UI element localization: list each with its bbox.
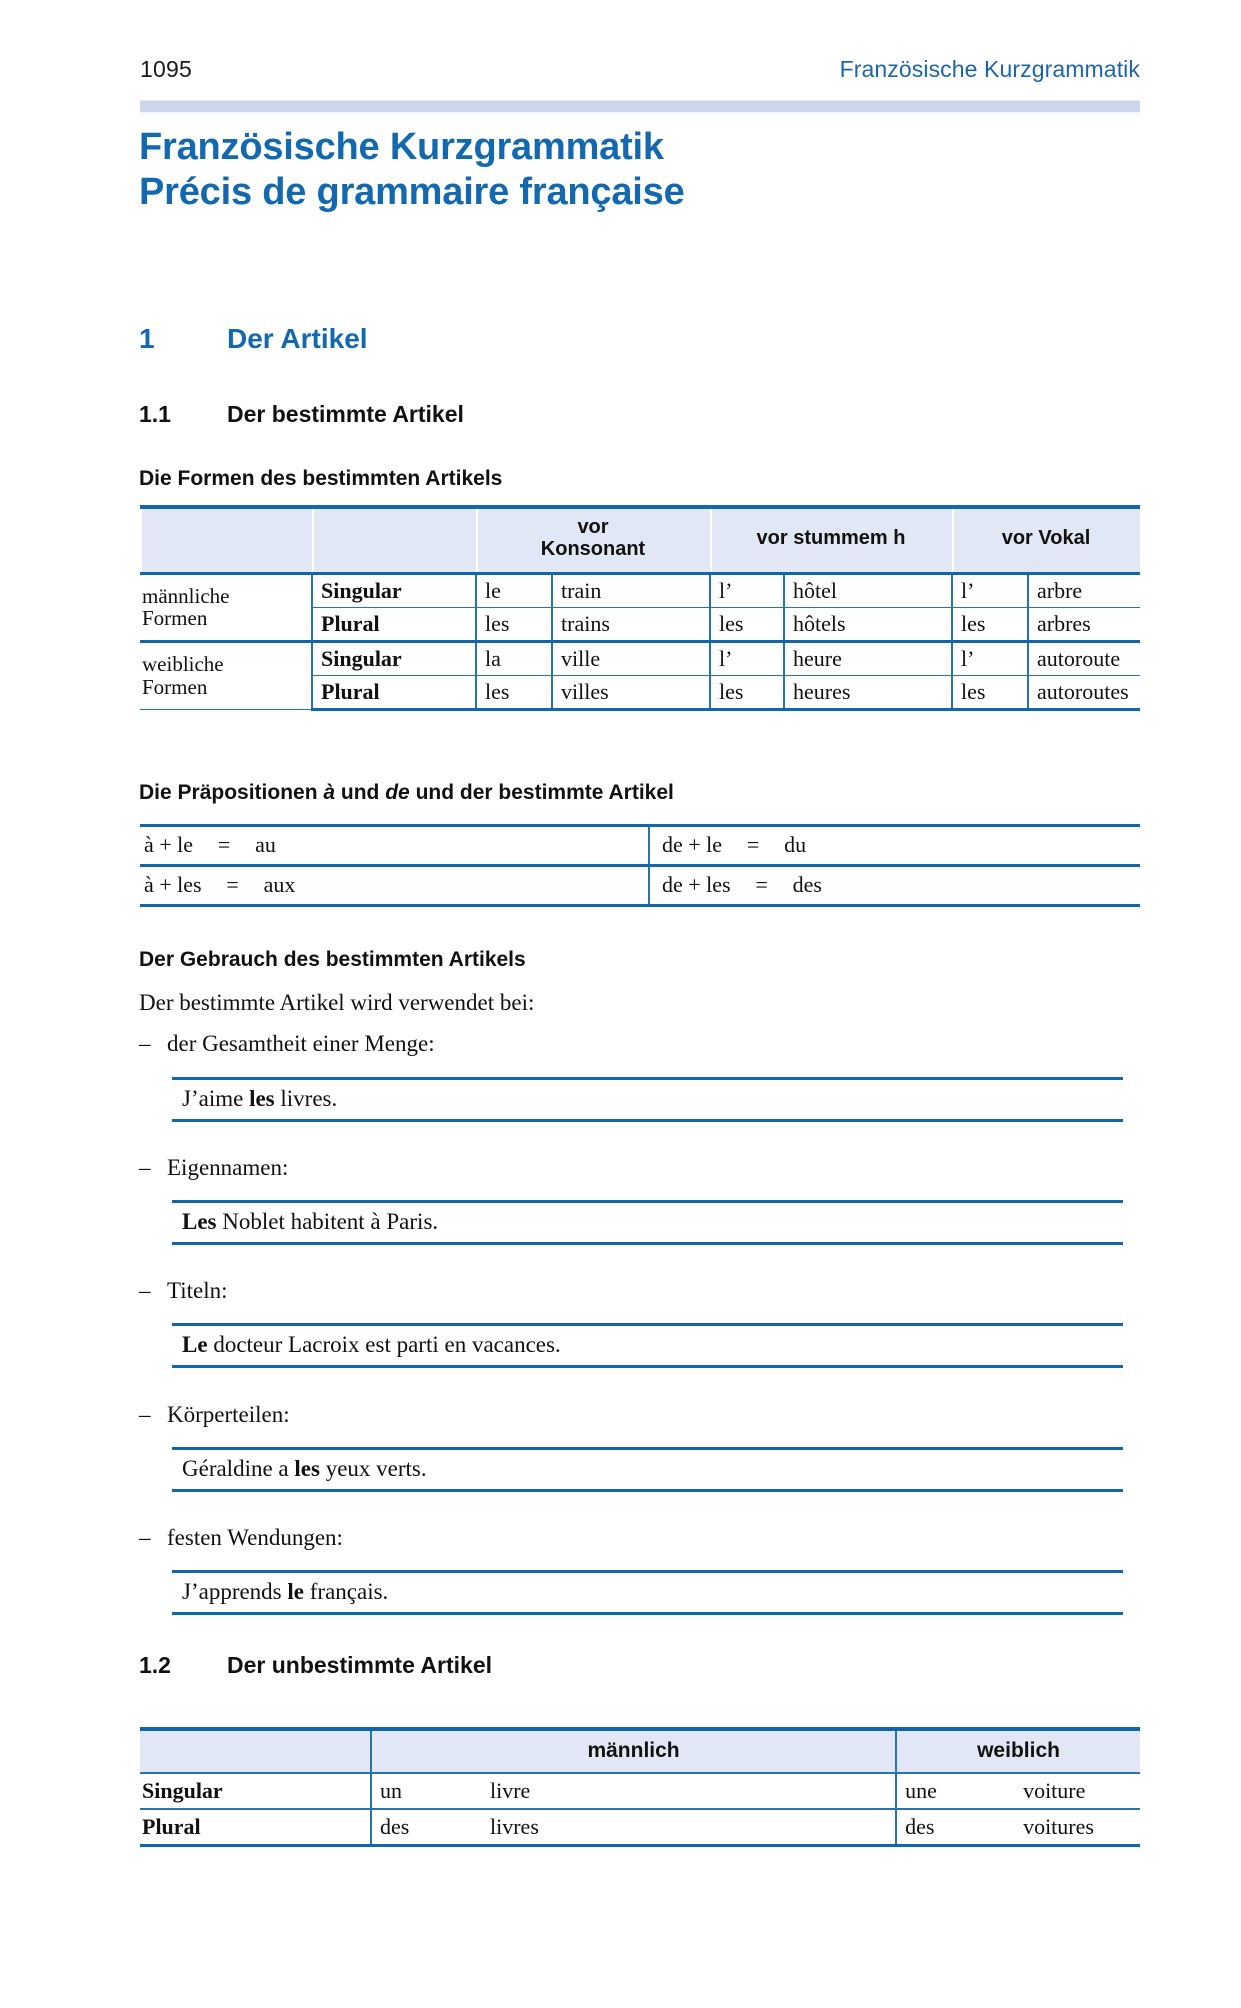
- page-number: 1095: [140, 56, 192, 82]
- cell-article-h: les: [710, 607, 784, 641]
- prep-left-result: aux: [263, 872, 296, 897]
- example-bold-3: Le: [182, 1332, 208, 1357]
- heading-prepositions: [139, 781, 674, 805]
- cell-preposition-a-les: [140, 866, 649, 906]
- usage-item-label-1: [139, 1031, 435, 1057]
- cell-article-konsonant: le: [476, 573, 552, 607]
- header-cell-vor-vokal: vor Vokal: [952, 507, 1140, 573]
- indefinite-article-table: [140, 1727, 1140, 1847]
- cell-noun-h: heure: [784, 641, 952, 675]
- usage-example-4: [172, 1447, 1123, 1492]
- usage-item-label-5: [139, 1525, 343, 1551]
- cell-noun-feminine: voiture: [1015, 1773, 1140, 1809]
- example-before-1: J’aime: [182, 1086, 250, 1111]
- cell-article-h: les: [710, 675, 784, 709]
- cell-noun-masculine: livres: [482, 1809, 896, 1846]
- table-row: [140, 641, 1140, 675]
- heading-section-1: [139, 323, 368, 355]
- usage-example-2: [172, 1200, 1123, 1245]
- example-before-5: J’apprends: [182, 1579, 288, 1604]
- row-group-label-masculine-line1: männliche: [142, 583, 230, 608]
- heading-forms: Die Formen des bestimmten Artikels: [139, 467, 503, 490]
- prep-right-result: du: [784, 832, 807, 857]
- prep-right-expr: de + le: [662, 832, 723, 857]
- prep-left-equals: =: [226, 872, 239, 897]
- header-cell-vor-konsonant: [476, 507, 710, 573]
- prep-left-expr: à + le: [144, 832, 194, 857]
- row-group-label-feminine-line2: Formen: [142, 674, 208, 699]
- example-after-3: docteur Lacroix est parti en vacances.: [207, 1332, 561, 1357]
- definite-article-forms-table: [140, 505, 1140, 711]
- heading-prepositions-em-a: à: [323, 781, 336, 804]
- prep-left-expr: à + les: [144, 872, 202, 897]
- cell-noun-konsonant: trains: [552, 607, 710, 641]
- cell-number: Singular: [140, 1773, 371, 1809]
- cell-article-feminine: des: [896, 1809, 1015, 1846]
- header-cell-feminine: weiblich: [896, 1729, 1140, 1773]
- table-row: [140, 826, 1140, 866]
- prep-left-equals: =: [217, 832, 231, 857]
- usage-example-1: [172, 1077, 1123, 1122]
- cell-noun-konsonant: villes: [552, 675, 710, 709]
- example-bold-5: le: [287, 1579, 304, 1604]
- prep-right-result: des: [792, 872, 822, 897]
- cell-noun-masculine: livre: [482, 1773, 896, 1809]
- cell-article-vokal: l’: [952, 641, 1028, 675]
- example-after-1: livres.: [274, 1086, 338, 1111]
- heading-section-1-2-label: Der unbestimmte Artikel: [227, 1652, 492, 1678]
- prep-right-equals: =: [746, 832, 760, 857]
- row-group-label-masculine: [140, 573, 312, 641]
- heading-section-1-2: [139, 1652, 492, 1679]
- usage-item-label-4: [139, 1402, 290, 1428]
- heading-prepositions-part2: und: [335, 781, 386, 804]
- cell-article-vokal: l’: [952, 573, 1028, 607]
- cell-article-masculine: des: [371, 1809, 482, 1846]
- prep-right-equals: =: [755, 872, 768, 897]
- heading-prepositions-part3: und der bestimmte Artikel: [409, 781, 674, 804]
- table-row: [140, 1809, 1140, 1846]
- running-head-title: Französische Kurzgrammatik: [839, 56, 1140, 82]
- table-row: [140, 866, 1140, 906]
- example-bold-4: les: [294, 1456, 320, 1481]
- bullet-dash-icon: –: [139, 1031, 151, 1056]
- cell-preposition-de-le: [649, 826, 1140, 866]
- cell-number: Plural: [140, 1809, 371, 1846]
- bullet-dash-icon: –: [139, 1155, 151, 1180]
- usage-intro: Der bestimmte Artikel wird verwendet bei:: [139, 990, 535, 1015]
- cell-noun-vokal: autoroutes: [1028, 675, 1140, 709]
- prep-right-expr: de + les: [662, 872, 731, 897]
- usage-item-label-2: [139, 1155, 288, 1181]
- row-group-label-masculine-line2: Formen: [142, 606, 208, 631]
- running-head: [140, 56, 1140, 83]
- header-cell-masculine: männlich: [371, 1729, 896, 1773]
- example-bold-2: Les: [182, 1209, 217, 1234]
- row-group-label-feminine-line1: weibliche: [142, 652, 224, 677]
- table-row: [140, 1773, 1140, 1809]
- cell-article-konsonant: les: [476, 675, 552, 709]
- heading-usage: Der Gebrauch des bestimmten Artikels: [139, 948, 526, 971]
- usage-item-text-2: Eigennamen:: [167, 1155, 289, 1180]
- header-rule: [140, 100, 1140, 114]
- cell-number: Singular: [312, 573, 476, 607]
- cell-noun-vokal: arbre: [1028, 573, 1140, 607]
- cell-article-masculine: un: [371, 1773, 482, 1809]
- heading-section-1-1-number: 1.1: [139, 401, 171, 427]
- bullet-dash-icon: –: [139, 1525, 151, 1550]
- header-cell-blank-2: [312, 507, 476, 573]
- usage-example-5: [172, 1570, 1123, 1615]
- header-cell-blank-1: [140, 507, 312, 573]
- cell-article-vokal: les: [952, 607, 1028, 641]
- row-group-label-feminine: [140, 641, 312, 709]
- usage-item-text-4: Körperteilen:: [167, 1402, 290, 1427]
- heading-prepositions-em-de: de: [385, 781, 410, 804]
- cell-noun-h: heures: [784, 675, 952, 709]
- header-vor-konsonant-line1: vor: [577, 516, 609, 538]
- cell-article-konsonant: la: [476, 641, 552, 675]
- cell-article-vokal: les: [952, 675, 1028, 709]
- cell-noun-feminine: voitures: [1015, 1809, 1140, 1846]
- heading-prepositions-part1: Die Präpositionen: [139, 781, 324, 804]
- cell-noun-h: hôtel: [784, 573, 952, 607]
- page-title: [139, 125, 685, 215]
- page-title-french: Précis de grammaire française: [139, 170, 685, 213]
- table-header-row: [140, 1729, 1140, 1773]
- cell-noun-h: hôtels: [784, 607, 952, 641]
- cell-number: Plural: [312, 607, 476, 641]
- heading-section-1-2-number: 1.2: [139, 1652, 171, 1678]
- example-before-4: Géraldine a: [182, 1456, 295, 1481]
- usage-example-3: [172, 1323, 1123, 1368]
- heading-section-1-label: Der Artikel: [227, 323, 368, 354]
- cell-noun-vokal: arbres: [1028, 607, 1140, 641]
- bullet-dash-icon: –: [139, 1402, 151, 1427]
- table-header-row: [140, 507, 1140, 573]
- usage-item-text-3: Titeln:: [167, 1278, 228, 1303]
- header-vor-konsonant-line2: Konsonant: [540, 538, 646, 561]
- header-cell-blank: [140, 1729, 371, 1773]
- usage-item-text-5: festen Wendungen:: [167, 1525, 343, 1550]
- example-after-2: Noblet habitent à Paris.: [216, 1209, 439, 1234]
- heading-section-1-1: [139, 401, 464, 428]
- prep-left-result: au: [255, 832, 276, 857]
- cell-preposition-a-le: [140, 826, 649, 866]
- cell-noun-vokal: autoroute: [1028, 641, 1140, 675]
- cell-article-h: l’: [710, 573, 784, 607]
- example-after-5: français.: [304, 1579, 389, 1604]
- page-title-german: Französische Kurzgrammatik: [139, 126, 664, 168]
- usage-item-label-3: [139, 1278, 228, 1304]
- cell-noun-konsonant: ville: [552, 641, 710, 675]
- cell-article-konsonant: les: [476, 607, 552, 641]
- example-bold-1: les: [249, 1086, 275, 1111]
- cell-number: Singular: [312, 641, 476, 675]
- preposition-contraction-table: [140, 824, 1140, 907]
- cell-article-h: l’: [710, 641, 784, 675]
- cell-noun-konsonant: train: [552, 573, 710, 607]
- usage-item-text-1: der Gesamtheit einer Menge:: [167, 1031, 435, 1056]
- example-after-4: yeux verts.: [319, 1456, 427, 1481]
- cell-article-feminine: une: [896, 1773, 1015, 1809]
- bullet-dash-icon: –: [139, 1278, 151, 1303]
- table-row: [140, 573, 1140, 607]
- heading-section-1-number: 1: [139, 323, 155, 354]
- heading-section-1-1-label: Der bestimmte Artikel: [227, 401, 464, 427]
- cell-number: Plural: [312, 675, 476, 709]
- cell-preposition-de-les: [649, 866, 1140, 906]
- header-cell-vor-stummem-h: vor stummem h: [710, 507, 952, 573]
